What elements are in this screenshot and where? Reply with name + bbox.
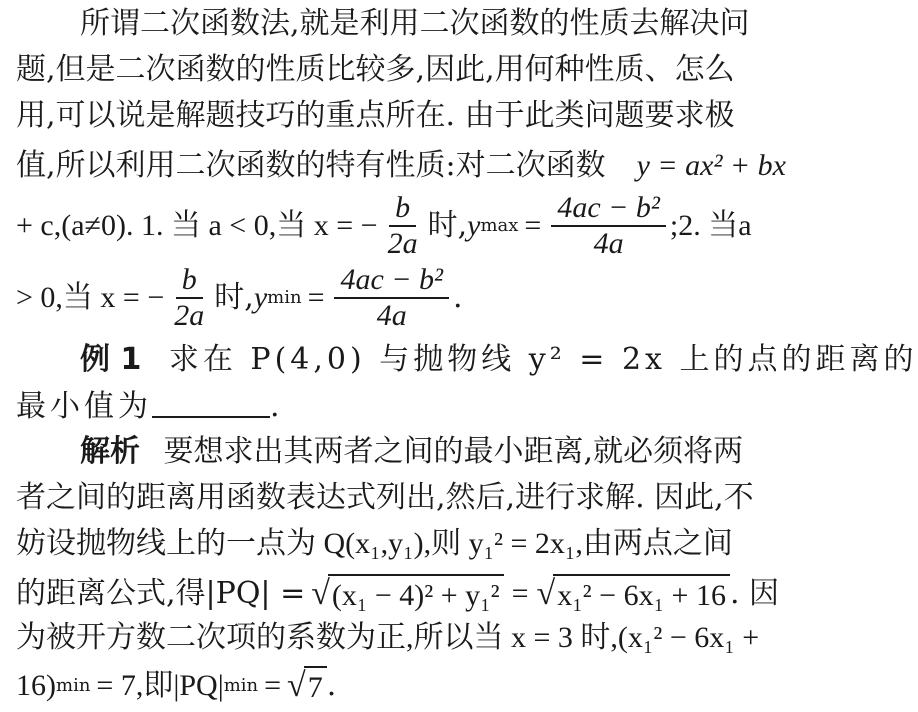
solution-line4 (16, 572, 786, 616)
solution-line6-end: . (326, 668, 337, 703)
para1-line1: 所谓二次函数法,就是利用二次函数的性质去解决问 (80, 6, 750, 41)
para1-line2: 题,但是二次函数的性质比较多,因此,用何种性质、怎么 (16, 52, 735, 87)
radical-icon: √ (287, 667, 306, 704)
fraction-numerator: b (389, 191, 416, 227)
fraction-denominator: 2a (387, 227, 418, 260)
para1-line4 (16, 144, 786, 188)
fraction-b-over-2a (382, 191, 424, 261)
solution-line2: 者之间的距离用函数表达式列出,然后,进行求解. 因此,不 (16, 480, 754, 515)
para1-line5-a: + c,(a≠0). 1. 当 a < 0,当 x = − (16, 209, 378, 242)
example1-line2 (16, 388, 786, 432)
example-line2-end: . (270, 389, 280, 424)
solution-line5: 为被开方数二次项的系数为正,所以当 x = 3 时,(x₁² − 6x₁ + (16, 621, 760, 654)
radical-icon: √ (536, 575, 556, 612)
equals-sign: = (307, 281, 325, 314)
equals-sign: = (524, 209, 542, 242)
sqrt-distance-1 (311, 574, 503, 614)
y-symbol: y (467, 209, 481, 242)
example1-line1 (80, 342, 918, 386)
solution-label: 解析 (80, 434, 140, 469)
solution-line1-text: 要想求出其两者之间的最小距离,就必须将两 (163, 434, 744, 469)
solution-line6-a: 16) (16, 669, 56, 702)
radical-icon: √ (311, 575, 330, 612)
para1-line5-b: 时, (427, 208, 468, 243)
sqrt-seven (287, 666, 327, 706)
radicand: x₁² − 6x₁ + 16 (553, 574, 730, 614)
equals-sign: = (511, 577, 529, 610)
para1-line6-end: . (453, 280, 463, 315)
solution-line6-b: = 7,即|PQ| (96, 669, 224, 702)
radicand: (x₁ − 4)² + y₁² (328, 574, 504, 614)
fraction-numerator: 4ac − b² (551, 191, 666, 227)
y-symbol: y (253, 281, 268, 314)
sqrt-distance-2 (537, 574, 730, 614)
para1-line6-b: 时, (214, 280, 254, 315)
para1-line4-text: 值,所以利用二次函数的特有性质:对二次函数 (16, 148, 606, 183)
equals-sign: = (264, 669, 282, 702)
para1-line5-c: ;2. 当a (669, 209, 752, 242)
fraction-b-over-2a (168, 263, 210, 333)
example-label: 例 1 (80, 342, 142, 377)
fraction-4ac (334, 263, 449, 333)
solution-line6: 16) min = 7,即|PQ| min = √ 7 . (16, 667, 337, 704)
fraction-numerator: b (176, 263, 203, 299)
fraction-4ac (551, 191, 666, 261)
para1-line6: > 0,当 x = − $\frac{b}{2a}$ 时, y min = $\frac{\text{4ac − b²}}{4a}$ . (16, 263, 463, 332)
quadratic-formula: y = ax² + bx (636, 149, 786, 182)
fraction-numerator: 4ac − b² (334, 263, 449, 299)
solution-line3: 妨设抛物线上的一点为 Q(x₁,y₁),则 y₁² = 2x₁,由两点之间 (16, 527, 733, 560)
solution-line4-c: . 因 (729, 576, 780, 611)
solution-line1 (80, 434, 786, 478)
example-text: 求在 P(4,0) 与抛物线 y² = 2x 上的点的距离的 (168, 342, 918, 377)
example-line2-text: 最小值为 (16, 389, 152, 424)
radicand: 7 (304, 666, 327, 706)
para1-line6-a: > 0,当 x = − (16, 281, 165, 314)
para1-line3: 用,可以说是解题技巧的重点所在. 由于此类问题要求极 (16, 98, 735, 133)
fraction-denominator: 4a (376, 299, 407, 332)
fraction-denominator: 2a (174, 299, 205, 332)
answer-blank (152, 388, 270, 418)
fraction-denominator: 4a (593, 227, 624, 260)
para1-line5: + c,(a≠0). 1. 当 a < 0,当 x = − $\frac{b}{2a}$ 时, y max = $\frac{\text{4ac − b²}}{4a}$ ;2. 当a (16, 191, 752, 260)
solution-line4-a: 的距离公式,得|PQ| = (16, 576, 306, 611)
